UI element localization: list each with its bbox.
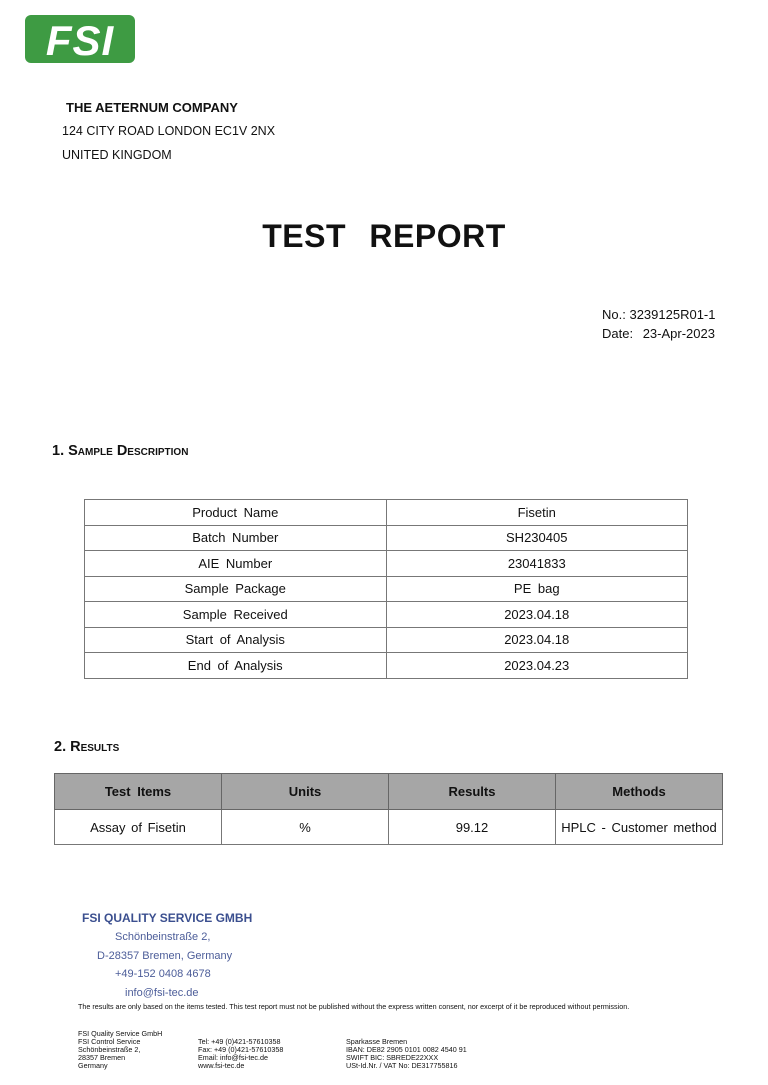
- results-cell: HPLC - Customer method: [556, 810, 723, 845]
- recipient-country: UNITED KINGDOM: [62, 148, 172, 162]
- footer-line: 28357 Bremen: [78, 1053, 126, 1062]
- report-number-label: No.:: [602, 307, 626, 322]
- report-date-value: 23-Apr-2023: [642, 326, 715, 341]
- results-cell: %: [222, 810, 389, 845]
- report-number-value: 3239125R01-1: [629, 307, 716, 322]
- sample-row: [85, 525, 688, 551]
- report-number: [602, 307, 716, 322]
- footer-line: Fax: +49 (0)421-57610358: [198, 1045, 284, 1054]
- footer-line: Email: info@fsi-tec.de: [198, 1053, 269, 1062]
- footer-line: IBAN: DE82 2905 0101 0082 4540 91: [346, 1045, 467, 1054]
- results-column-header: Results: [389, 774, 556, 810]
- sample-value: 23041833: [386, 551, 688, 577]
- section-number: 2.: [54, 739, 67, 755]
- stamp-city: D-28357 Bremen, Germany: [97, 950, 233, 962]
- footer-line: www.fsi-tec.de: [198, 1061, 245, 1070]
- svg-text:FSI: FSI: [45, 17, 115, 63]
- sample-description-table: [84, 499, 688, 679]
- sample-label: Start of Analysis: [85, 627, 387, 653]
- footer-line: Sparkasse Bremen: [346, 1037, 408, 1046]
- footer-contact-block: [198, 1038, 283, 1070]
- sample-row: [85, 500, 688, 526]
- results-column-header: Units: [222, 774, 389, 810]
- results-row: [55, 810, 723, 845]
- footer-line: Germany: [78, 1061, 108, 1070]
- sample-label: End of Analysis: [85, 653, 387, 679]
- stamp-email: info@fsi-tec.de: [125, 987, 199, 999]
- sample-label: Sample Package: [85, 576, 387, 602]
- recipient-street: 124 CITY ROAD LONDON EC1V 2NX: [62, 124, 276, 138]
- section-title: Results: [70, 739, 120, 755]
- results-header-row: [55, 774, 723, 810]
- report-title: TEST REPORT: [262, 218, 506, 254]
- sample-value: SH230405: [386, 525, 688, 551]
- footer-bank-block: [346, 1038, 467, 1070]
- sample-value: 2023.04.18: [386, 602, 688, 628]
- results-table: [54, 773, 723, 845]
- sample-label: Batch Number: [85, 525, 387, 551]
- footer-line: FSI Quality Service GmbH: [78, 1029, 163, 1038]
- stamp-company: FSI QUALITY SERVICE GMBH: [82, 911, 253, 925]
- sample-label: AIE Number: [85, 551, 387, 577]
- sample-row: [85, 602, 688, 628]
- sample-row: [85, 627, 688, 653]
- sample-label: Product Name: [85, 500, 387, 526]
- sample-row: [85, 653, 688, 679]
- results-column-header: Methods: [556, 774, 723, 810]
- sample-value: 2023.04.23: [386, 653, 688, 679]
- section-heading-results: [54, 739, 119, 755]
- results-cell: Assay of Fisetin: [55, 810, 222, 845]
- results-column-header: Test Items: [55, 774, 222, 810]
- footer-line: Tel: +49 (0)421-57610358: [198, 1037, 281, 1046]
- stamp-phone: +49-152 0408 4678: [115, 968, 211, 980]
- sample-value: Fisetin: [386, 500, 688, 526]
- footer-line: SWIFT BIC: SBREDE22XXX: [346, 1053, 439, 1062]
- footer-line: Schönbeinstraße 2,: [78, 1045, 141, 1054]
- section-number: 1.: [52, 443, 65, 459]
- sample-row: [85, 576, 688, 602]
- fsi-logo: [25, 15, 135, 63]
- section-title: Sample Description: [68, 443, 189, 459]
- recipient-company: THE AETERNUM COMPANY: [66, 100, 238, 115]
- sample-value: PE bag: [386, 576, 688, 602]
- report-date-label: Date:: [602, 326, 634, 341]
- sample-row: [85, 551, 688, 577]
- report-date: [602, 326, 715, 341]
- section-heading-sample: [52, 443, 188, 459]
- stamp-street: Schönbeinstraße 2,: [115, 931, 211, 943]
- results-cell: 99.12: [389, 810, 556, 845]
- footer-company-block: [78, 1030, 162, 1070]
- footer-line: USt-Id.Nr. / VAT No: DE317755816: [346, 1061, 458, 1070]
- sample-value: 2023.04.18: [386, 627, 688, 653]
- footer-line: FSI Control Service: [78, 1037, 141, 1046]
- sample-label: Sample Received: [85, 602, 387, 628]
- disclaimer: The results are only based on the items tested. This test report must not be published without the express written consent, nor excerpt of it be reproduced without permission.: [78, 1002, 630, 1011]
